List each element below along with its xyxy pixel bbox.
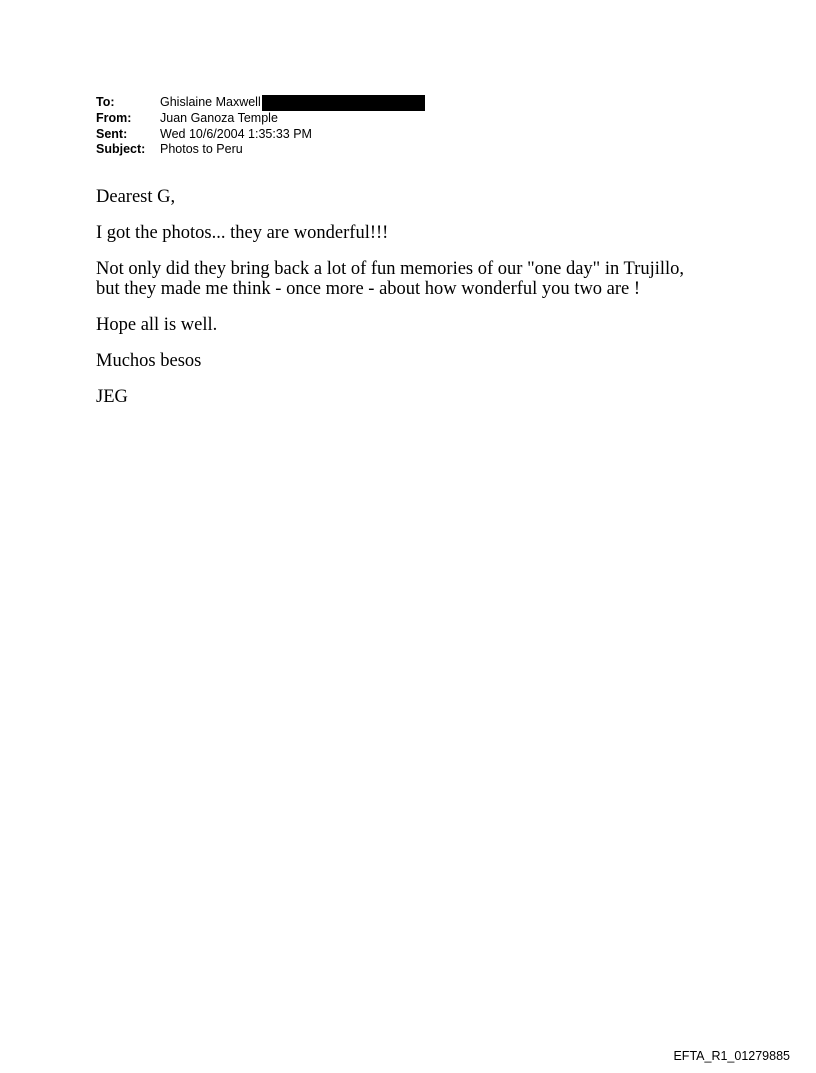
sent-row	[96, 127, 425, 143]
sent-label: Sent:	[96, 126, 128, 141]
sent-value: Wed 10/6/2004 1:35:33 PM	[160, 126, 312, 141]
signature: JEG	[96, 387, 128, 407]
email-body	[96, 187, 756, 423]
email-header	[96, 95, 425, 158]
document-id: EFTA_R1_01279885	[673, 1049, 790, 1063]
from-label: From:	[96, 111, 132, 125]
subject-label: Subject:	[96, 142, 146, 156]
redaction-block	[262, 95, 425, 111]
body-paragraph-2-line-1: Not only did they bring back a lot of fun memories of our "one day" in Trujillo,	[96, 259, 685, 279]
subject-value: Photos to Peru	[160, 142, 243, 156]
to-value: Ghislaine Maxwell	[160, 95, 261, 110]
from-value: Juan Ganoza Temple	[160, 111, 278, 125]
closing: Muchos besos	[96, 351, 202, 371]
body-paragraph-2	[96, 259, 756, 299]
from-row	[96, 111, 425, 127]
body-paragraph-2-line-2: but they made me think - once more - about how wonderful you two are !	[96, 279, 641, 299]
greeting: Dearest G,	[96, 187, 176, 207]
to-row	[96, 95, 425, 111]
to-label: To:	[96, 95, 115, 110]
body-paragraph-3: Hope all is well.	[96, 315, 218, 335]
subject-row	[96, 142, 425, 158]
body-paragraph-1: I got the photos... they are wonderful!!!	[96, 223, 389, 243]
